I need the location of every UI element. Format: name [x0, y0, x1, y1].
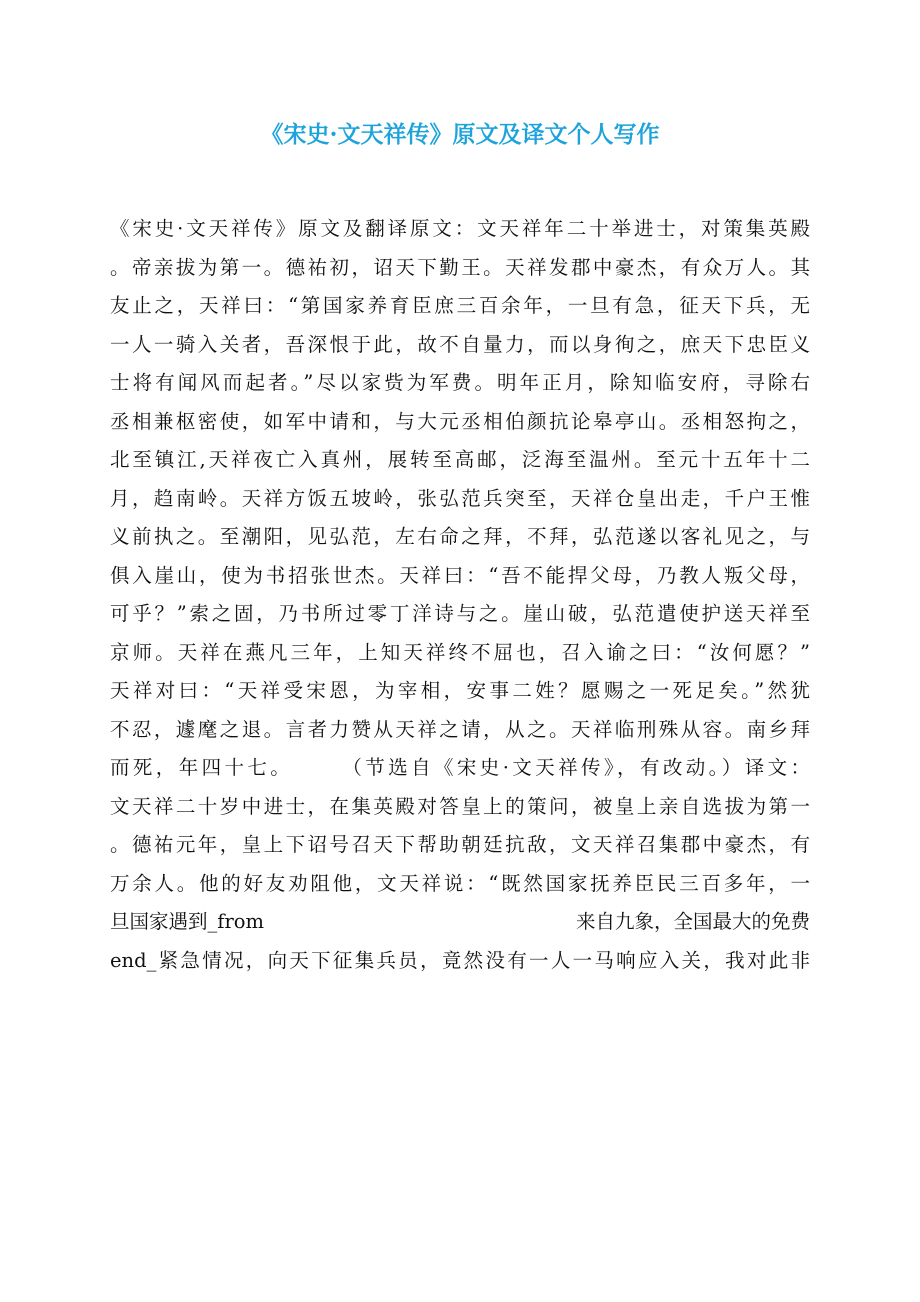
- body-line: 义前执之。至潮阳，见弘范，左右命之拜，不拜，弘范遂以客礼见之，与: [110, 525, 810, 548]
- document-title: 《宋史·文天祥传》原文及译文个人写作: [260, 121, 660, 148]
- body-line: 友止之，天祥曰：“第国家养育臣庶三百余年，一旦有急，征天下兵，无: [110, 294, 810, 317]
- body-line: 。帝亲拔为第一。德祐初，诏天下勤王。天祥发郡中豪杰，有众万人。其: [110, 255, 810, 279]
- body-line: 京师。天祥在燕凡三年，上知天祥终不屈也，召入谕之曰：“汝何愿？”: [110, 640, 810, 664]
- body-line: 不忍，遽麾之退。言者力赞从天祥之请，从之。天祥临刑殊从容。南乡拜: [110, 717, 810, 741]
- body-line: 天祥对曰：“天祥受宋恩，为宰相，安事二姓？愿赐之一死足矣。”然犹: [110, 679, 810, 702]
- body-line: 可乎？”索之固，乃书所过零丁洋诗与之。崖山破，弘范遣使护送天祥至: [110, 602, 810, 625]
- body-line: 《宋史·文天祥传》原文及翻译原文：文天祥年二十举进士，对策集英殿: [110, 217, 810, 240]
- body-line: 北至镇江,天祥夜亡入真州，展转至高邮，泛海至温州。至元十五年十二: [110, 448, 810, 471]
- body-line: 而死，年四十七。 （节选自《宋史·文天祥传》，有改动。）译文：: [110, 756, 810, 779]
- document-body: [110, 210, 810, 980]
- body-line: 一人一骑入关者，吾深恨于此，故不自量力，而以身徇之，庶天下忠臣义: [110, 332, 810, 356]
- split-left-text: 旦国家遇到_from: [110, 910, 265, 933]
- body-line: 俱入崖山，使为书招张世杰。天祥曰：“吾不能捍父母，乃教人叛父母，: [110, 563, 810, 587]
- body-line: 文天祥二十岁中进士，在集英殿对答皇上的策问，被皇上亲自选拔为第一: [110, 794, 810, 818]
- split-right-text: 来自九象，全国最大的免费: [575, 910, 810, 933]
- body-line-split: [110, 903, 810, 942]
- body-line: 月，趋南岭。天祥方饭五坡岭，张弘范兵突至，天祥仓皇出走，千户王惟: [110, 486, 810, 510]
- body-line: 万余人。他的好友劝阻他，文天祥说：“既然国家抚养臣民三百多年，一: [110, 871, 810, 895]
- body-line-last: end_紧急情况，向天下征集兵员，竟然没有一人一马响应入关，我对此非: [110, 948, 810, 972]
- body-line: 士将有闻风而起者。”尽以家赀为军费。明年正月，除知临安府，寻除右: [110, 371, 810, 394]
- body-line: 。德祐元年，皇上下诏号召天下帮助朝廷抗敌，文天祥召集郡中豪杰，有: [110, 833, 810, 856]
- body-line: 丞相兼枢密使，如军中请和，与大元丞相伯颜抗论皋亭山。丞相怒拘之，: [110, 409, 810, 433]
